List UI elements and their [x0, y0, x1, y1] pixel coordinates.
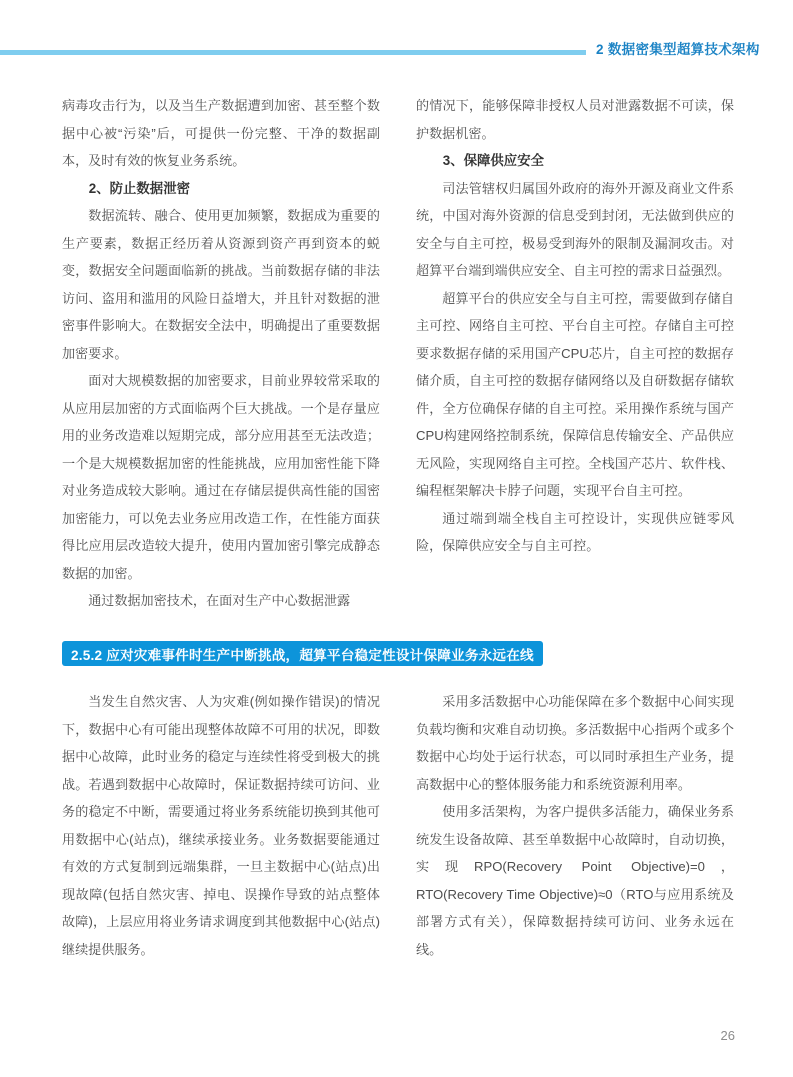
body-paragraph: 通过数据加密技术，在面对生产中心数据泄露	[88, 593, 351, 608]
body-paragraph: 超算平台的供应安全与自主可控，需要做到存储自主可控、网络自主可控、平台自主可控。存储自主可控要求数据存储的采用国产CPU芯片，自主可控的数据存储介质，自主可控的数据存储网络以及自研数据存储软件，全方位确保存储的自主可控。采用操作系统与国产CPU构建网络控制系统，保障信息传输安全、产品供应无风险，实现网络自主可控。全栈国产芯片、软件栈、编程框架解决卡脖子问题，实现平台自主可控。	[416, 290, 734, 498]
body-paragraph: 使用多活架构，为客户提供多活能力，确保业务系统发生设备故障、甚至单数据中心故障时，自动切换，实现RPO(Recovery Point Objective)=0，RTO(Recovery Time Objective)≈0（RTO与应用系统及部署方式有关），保障数据持续可访问、业务永远在线。	[416, 804, 734, 957]
lower-content-columns	[62, 688, 734, 963]
lower-right-column	[416, 688, 734, 963]
page-header	[0, 0, 793, 70]
body-paragraph: 的情况下，能够保障非授权人员对泄露数据不可读，保护数据机密。	[416, 98, 734, 141]
body-paragraph: 司法管辖权归属国外政府的海外开源及商业文件系统，中国对海外资源的信息受到封闭，无法做到供应的安全与自主可控，极易受到海外的限制及漏洞攻击。对超算平台端到端供应安全、自主可控的需求日益强烈。	[416, 180, 734, 278]
upper-content-columns	[62, 92, 734, 615]
section-heading-banner	[62, 641, 543, 666]
subsection-heading: 2、防止数据泄密	[88, 180, 190, 196]
header-chapter-title: 2 数据密集型超算技术架构	[596, 42, 760, 57]
body-paragraph: 数据流转、融合、使用更加频繁，数据成为重要的生产要素，数据正经历着从资源到资产再到资本的蜕变，数据安全问题面临新的挑战。当前数据存储的非法访问、盗用和滥用的风险日益增大，并且针对数据的泄密事件影响大。在数据安全法中，明确提出了重要数据加密要求。	[62, 208, 380, 361]
body-paragraph: 通过端到端全栈自主可控设计，实现供应链零风险，保障供应安全与自主可控。	[416, 510, 734, 553]
upper-left-column	[62, 92, 380, 615]
page-number: 26	[720, 1028, 735, 1043]
lower-left-column	[62, 688, 380, 963]
body-paragraph: 面对大规模数据的加密要求，目前业界较常采取的从应用层加密的方式面临两个巨大挑战。一个是存量应用的业务改造难以短期完成，部分应用甚至无法改造；一个是大规模数据加密的性能挑战，应用加密性能下降对业务造成较大影响。通过在存储层提供高性能的国密加密能力，可以免去业务应用改造工作，在性能方面获得比应用层改造较大提升，使用内置加密引擎完成静态数据的加密。	[62, 373, 380, 581]
header-rule-decoration	[0, 50, 586, 55]
subsection-heading: 3、保障供应安全	[442, 153, 544, 168]
body-paragraph: 当发生自然灾害、人为灾难(例如操作错误)的情况下，数据中心有可能出现整体故障不可用的状况，即数据中心故障，此时业务的稳定与连续性将受到极大的挑战。若遇到数据中心故障时，保证数据持续可访问、业务的稳定不中断，需要通过将业务系统能切换到其他可用数据中心(站点)，继续承接业务。业务数据要能通过有效的方式复制到远端集群，一旦主数据中心(站点)出现故障(包括自然灾害、掉电、误操作导致的站点整体故障)，上层应用将业务请求调度到其他数据中心(站点)继续提供服务。	[62, 694, 380, 957]
upper-right-column	[416, 92, 734, 615]
section-heading-text: 2.5.2 应对灾难事件时生产中断挑战，超算平台稳定性设计保障业务永远在线	[71, 647, 534, 663]
body-paragraph: 病毒攻击行为，以及当生产数据遭到加密、甚至整个数据中心被“污染”后，可提供一份完整、干净的数据副本，及时有效的恢复业务系统。	[62, 98, 380, 168]
body-paragraph: 采用多活数据中心功能保障在多个数据中心间实现负载均衡和灾难自动切换。多活数据中心指两个或多个数据中心均处于运行状态，可以同时承担生产业务，提高数据中心的整体服务能力和系统资源利用率。	[416, 694, 734, 792]
